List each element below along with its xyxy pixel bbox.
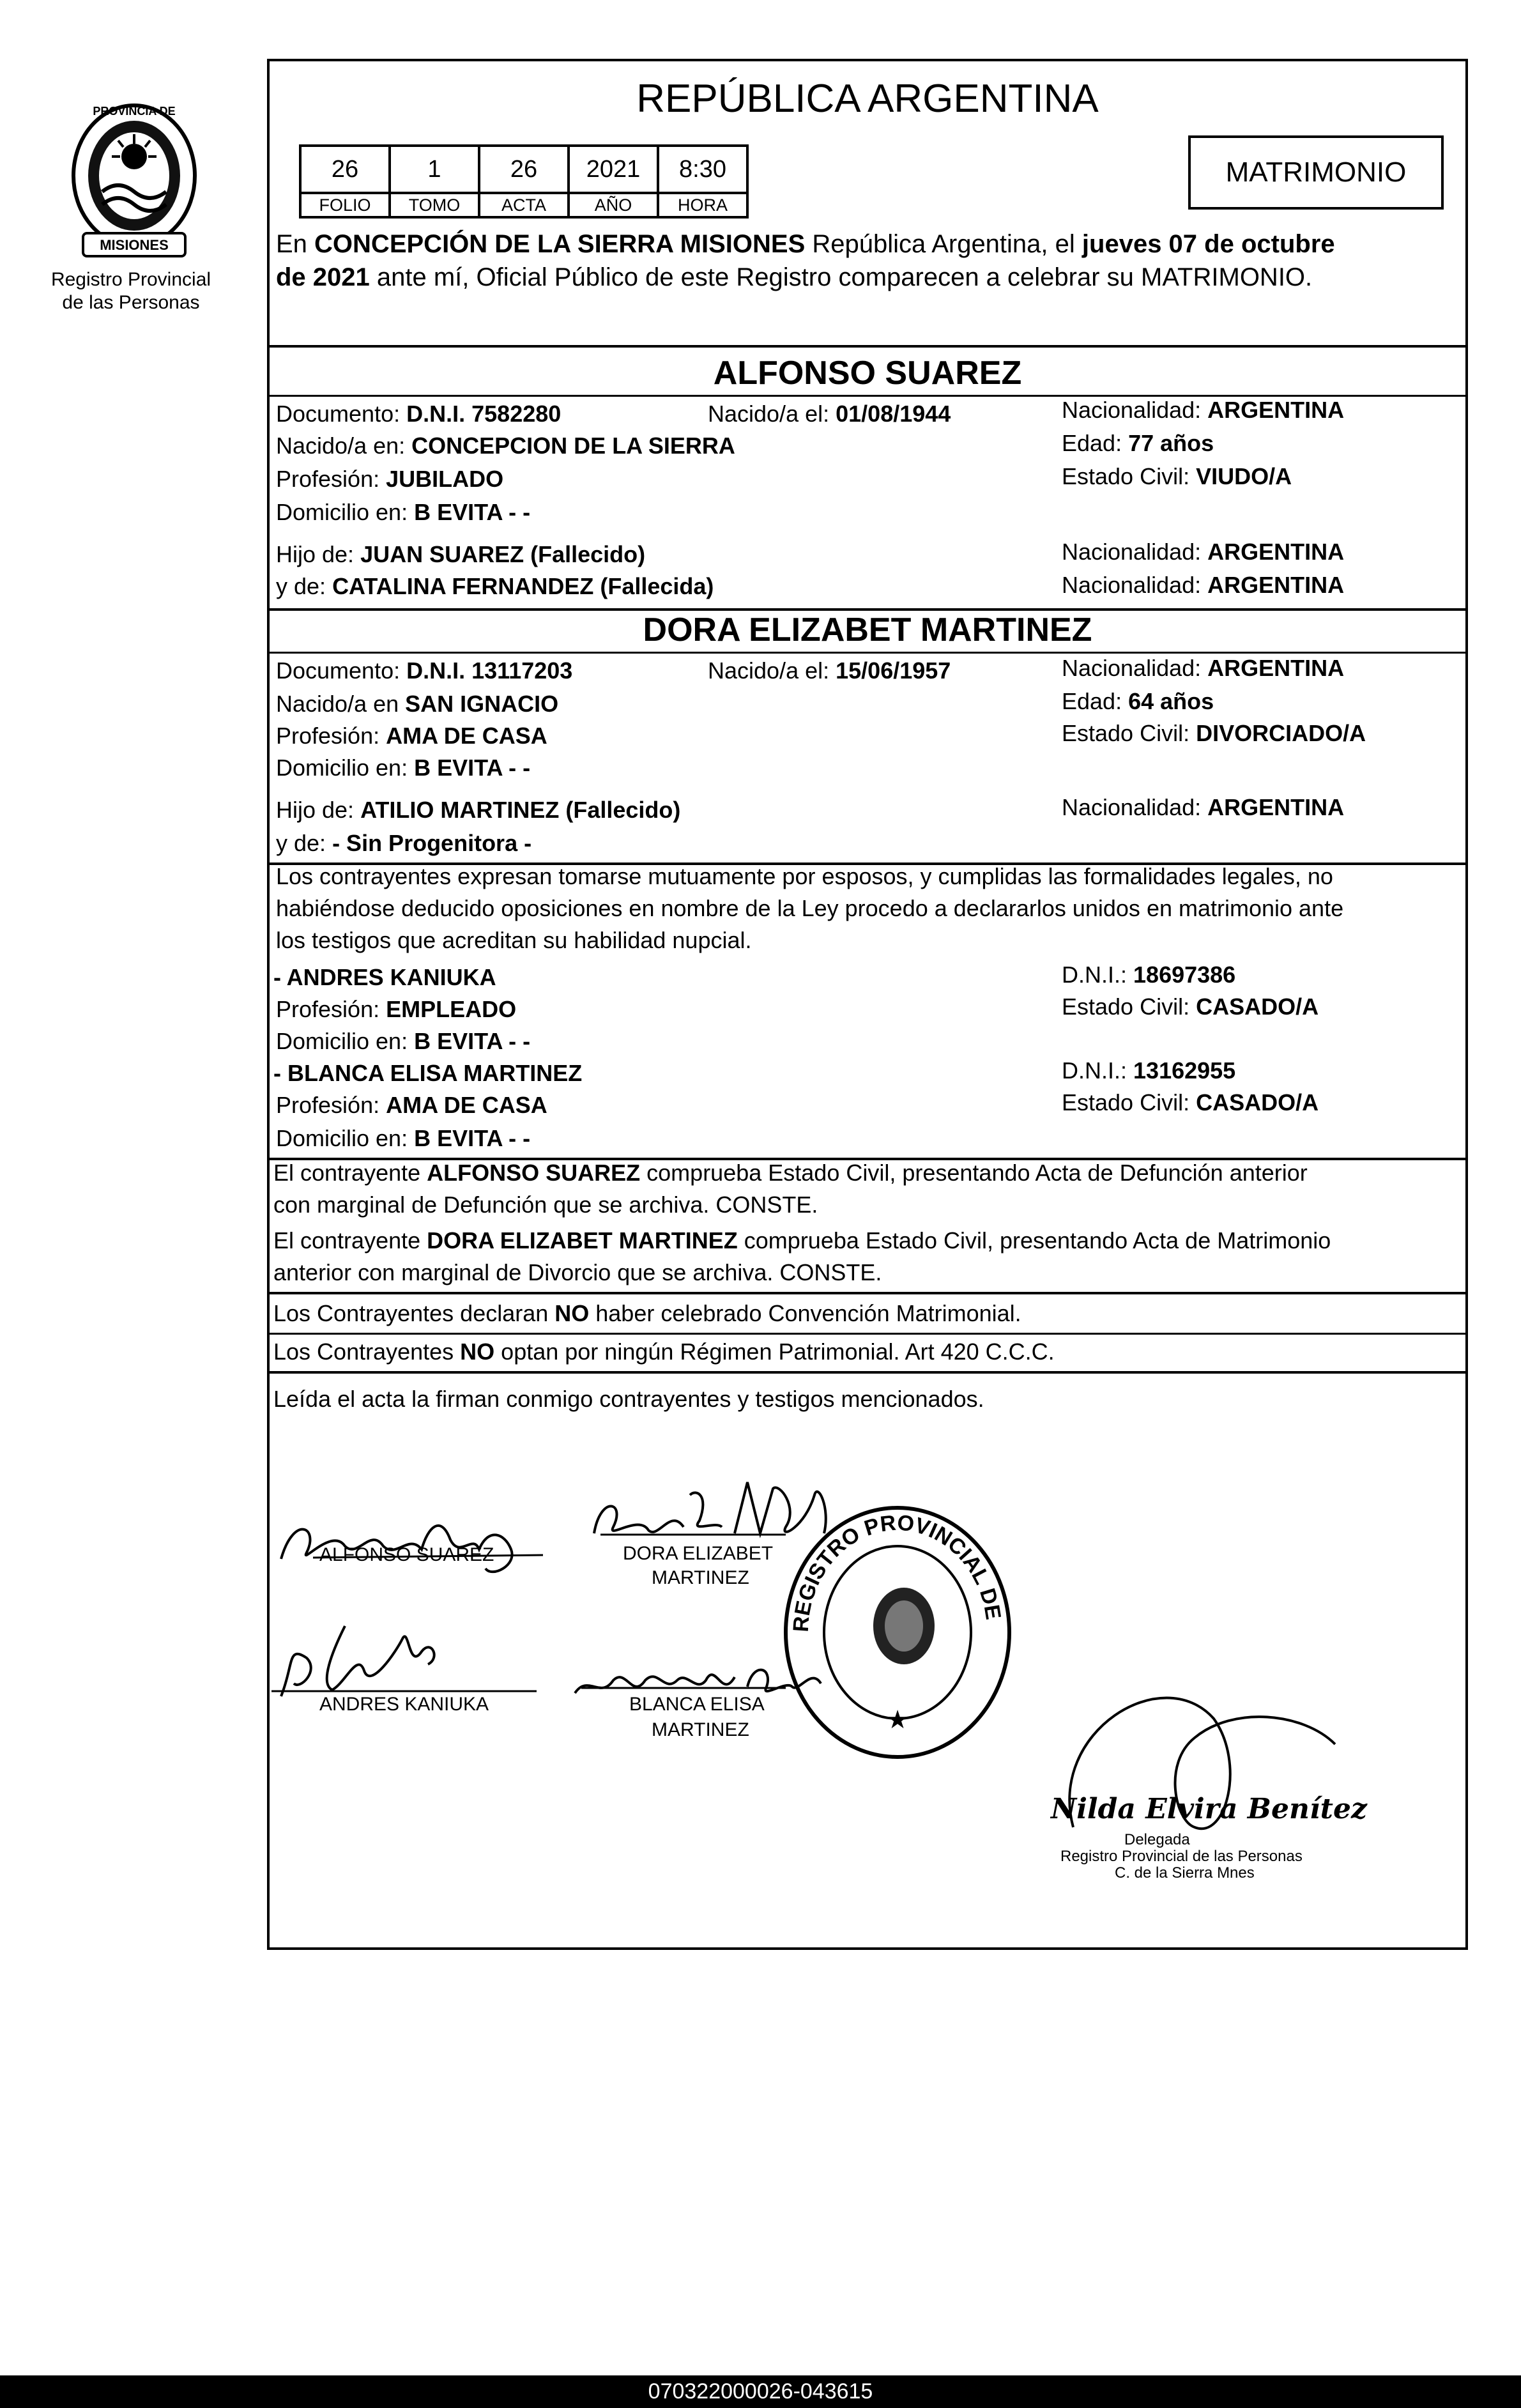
tomo-value: 1: [390, 146, 479, 193]
text: Los Contrayentes declaran: [273, 1300, 555, 1326]
groom-mother-nationality: [1062, 571, 1344, 599]
text: haber celebrado Convención Matrimonial.: [589, 1300, 1021, 1326]
groom-civil-status: [1062, 463, 1292, 491]
value: ARGENTINA: [1207, 655, 1345, 681]
folio-value: 26: [300, 146, 390, 193]
label: Nacionalidad:: [1062, 397, 1202, 423]
witness-1-civil-status: [1062, 993, 1318, 1021]
label: Domicilio en:: [276, 1125, 408, 1151]
text: NO: [554, 1300, 590, 1326]
groom-age: [1062, 429, 1214, 457]
groom-mother: [276, 572, 714, 601]
label: Nacido/a en: [276, 691, 399, 717]
label: Nacionalidad:: [1062, 572, 1202, 598]
declaration-line-2: habiéndose deducido oposiciones en nombre de la Ley procedo a declararlos unidos en matrimonio ante: [276, 895, 1344, 921]
witness-2-profession: [276, 1091, 547, 1119]
bride-dni: D.N.I. 13117203: [406, 657, 573, 684]
value: CASADO/A: [1196, 1089, 1319, 1116]
delegate-title-2: Registro Provincial de las Personas: [1060, 1848, 1303, 1865]
text: NO: [460, 1338, 495, 1365]
groom-address: [276, 498, 530, 526]
groom-birthdate: [708, 400, 951, 428]
label: Nacionalidad:: [1062, 539, 1202, 565]
value: B EVITA - -: [414, 1028, 531, 1054]
divider: [267, 1371, 1468, 1374]
groom-name-heading: ALFONSO SUAREZ: [713, 355, 1022, 392]
intro-text-3: ante mí, Oficial Público de este Registro comparecen a celebrar su MATRIMONIO.: [369, 263, 1313, 291]
bride-father-nationality: [1062, 794, 1344, 822]
divider: [267, 652, 1468, 654]
divider: [267, 345, 1468, 348]
signature-label-bride-2: MARTINEZ: [652, 1567, 749, 1588]
text: Los Contrayentes: [273, 1338, 461, 1365]
delegate-name: Nilda Elvira Benítez: [1051, 1793, 1367, 1825]
witness-1-profession: [276, 995, 516, 1024]
value: B EVITA - -: [414, 755, 531, 781]
value: VIUDO/A: [1196, 463, 1292, 489]
name: ALFONSO SUAREZ: [427, 1160, 641, 1186]
text: optan por ningún Régimen Patrimonial. Art 420 C.C.C.: [494, 1338, 1055, 1365]
value: 15/06/1957: [836, 657, 951, 684]
label: Edad:: [1062, 430, 1122, 456]
signature-label-witness-1: ANDRES KANIUKA: [319, 1694, 489, 1715]
value: B EVITA - -: [414, 499, 531, 525]
label: Domicilio en:: [276, 1028, 408, 1054]
label: y de:: [276, 830, 326, 856]
label: Estado Civil:: [1062, 1089, 1190, 1116]
value: AMA DE CASA: [386, 723, 547, 749]
bride-nationality: [1062, 654, 1344, 682]
value: - Sin Progenitora -: [332, 830, 532, 856]
witness-2-name: - BLANCA ELISA MARTINEZ: [273, 1060, 583, 1086]
bride-age: [1062, 687, 1214, 716]
groom-father-nationality: [1062, 538, 1344, 566]
hora-value: 8:30: [658, 146, 747, 193]
acta-label: ACTA: [479, 193, 569, 217]
svg-text:MISIONES: MISIONES: [100, 237, 169, 253]
value: CONCEPCION DE LA SIERRA: [411, 433, 735, 459]
label: Documento:: [276, 401, 401, 427]
registry-seal-stamp: [776, 1498, 1019, 1770]
tomo-label: TOMO: [390, 193, 479, 217]
status-note-1-line-1: [273, 1159, 1308, 1187]
witness-1-address: [276, 1027, 530, 1055]
bride-name-heading: DORA ELIZABET MARTINEZ: [643, 611, 1092, 648]
bride-mother: [276, 829, 531, 857]
intro-place: CONCEPCIÓN DE LA SIERRA MISIONES: [314, 230, 806, 258]
svg-text:REGISTRO PROVINCIAL DE LAS PER: REGISTRO PROVINCIAL DE: [788, 1510, 1005, 1633]
witness-2-civil-status: [1062, 1089, 1318, 1117]
label: Nacido/a el:: [708, 401, 830, 427]
registry-table: [299, 144, 749, 219]
delegate-title-3: C. de la Sierra Mnes: [1115, 1864, 1255, 1882]
svg-text:PROVINCIA DE: PROVINCIA DE: [93, 105, 176, 118]
document-id-footer: 070322000026-043615: [0, 2375, 1521, 2408]
label: Estado Civil:: [1062, 463, 1190, 489]
record-type-box: MATRIMONIO: [1188, 135, 1444, 210]
label: Hijo de:: [276, 797, 355, 823]
status-note-2-line-1: [273, 1227, 1331, 1255]
divider: [267, 1292, 1468, 1294]
value: JUBILADO: [386, 466, 504, 492]
label: Nacionalidad:: [1062, 655, 1202, 681]
intro-text-1: En: [276, 230, 315, 258]
groom-profession: [276, 465, 503, 493]
text: El contrayente: [273, 1160, 427, 1186]
label: Profesión:: [276, 466, 380, 492]
value: CASADO/A: [1196, 993, 1319, 1020]
value: 01/08/1944: [836, 401, 951, 427]
value: DIVORCIADO/A: [1196, 720, 1366, 746]
label: y de:: [276, 573, 326, 599]
delegate-title-1: Delegada: [1124, 1831, 1190, 1848]
intro-year: de 2021: [276, 263, 370, 291]
witness-1-dni: [1062, 961, 1235, 989]
label: Documento:: [276, 657, 401, 684]
witness-2-dni: [1062, 1057, 1235, 1085]
acta-value: 26: [479, 146, 569, 193]
bride-birthplace: [276, 690, 558, 718]
divider: [267, 1333, 1468, 1335]
declaration-line-3: los testigos que acreditan su habilidad nupcial.: [276, 927, 752, 953]
label: Nacionalidad:: [1062, 794, 1202, 820]
value: EMPLEADO: [386, 996, 517, 1022]
status-note-1-line-2: con marginal de Defunción que se archiva. CONSTE.: [273, 1192, 818, 1218]
label: Domicilio en:: [276, 755, 408, 781]
value: 77 años: [1128, 430, 1214, 456]
value: SAN IGNACIO: [405, 691, 559, 717]
regime-line-2: [273, 1338, 1055, 1366]
value: 18697386: [1133, 962, 1236, 988]
intro-paragraph: [276, 227, 1464, 294]
label: Nacido/a en:: [276, 433, 406, 459]
value: 13162955: [1133, 1057, 1236, 1084]
label: Nacido/a el:: [708, 657, 830, 684]
status-note-2-line-2: anterior con marginal de Divorcio que se archiva. CONSTE.: [273, 1259, 882, 1285]
label: Profesión:: [276, 996, 380, 1022]
label: Profesión:: [276, 723, 380, 749]
label: Estado Civil:: [1062, 720, 1190, 746]
signature-label-groom: ALFONSO SUAREZ: [319, 1544, 494, 1565]
text: comprueba Estado Civil, presentando Acta de Defunción anterior: [640, 1160, 1308, 1186]
svg-text:★: ★: [886, 1706, 909, 1734]
label: D.N.I.:: [1062, 962, 1127, 988]
page-title: REPÚBLICA ARGENTINA: [636, 77, 1099, 121]
intro-text-2: República Argentina, el: [805, 230, 1082, 258]
bride-father: [276, 796, 680, 824]
logo-caption-line2: de las Personas: [62, 292, 200, 313]
value: ATILIO MARTINEZ (Fallecido): [360, 797, 681, 823]
value: CATALINA FERNANDEZ (Fallecida): [332, 573, 714, 599]
text: El contrayente: [273, 1227, 427, 1254]
bride-address: [276, 754, 530, 782]
value: ARGENTINA: [1207, 539, 1345, 565]
signature-label-bride-1: DORA ELIZABET: [623, 1543, 774, 1564]
value: ARGENTINA: [1207, 397, 1345, 423]
label: Edad:: [1062, 688, 1122, 714]
value: JUAN SUAREZ (Fallecido): [360, 541, 646, 567]
value: ARGENTINA: [1207, 794, 1345, 820]
bride-document: [276, 657, 572, 685]
groom-nationality: [1062, 396, 1344, 424]
groom-document: [276, 400, 561, 428]
value: 64 años: [1128, 688, 1214, 714]
groom-father: [276, 541, 645, 569]
text: comprueba Estado Civil, presentando Acta de Matrimonio: [737, 1227, 1331, 1254]
label: Domicilio en:: [276, 499, 408, 525]
intro-date: jueves 07 de octubre: [1082, 230, 1335, 258]
witness-2-address: [276, 1124, 530, 1153]
regime-line-1: [273, 1300, 1021, 1328]
label: D.N.I.:: [1062, 1057, 1127, 1084]
declaration-line-1: Los contrayentes expresan tomarse mutuamente por esposos, y cumplidas las formalidades legales, no: [276, 863, 1333, 889]
closing-statement: Leída el acta la firman conmigo contrayentes y testigos mencionados.: [273, 1386, 984, 1412]
value: B EVITA - -: [414, 1125, 531, 1151]
bride-profession: [276, 722, 547, 750]
value: AMA DE CASA: [386, 1092, 547, 1118]
logo-caption-line1: Registro Provincial: [50, 269, 211, 290]
anio-value: 2021: [569, 146, 658, 193]
value: ARGENTINA: [1207, 572, 1345, 598]
folio-label: FOLIO: [300, 193, 390, 217]
witness-1-name: - ANDRES KANIUKA: [273, 964, 496, 990]
label: Hijo de:: [276, 541, 355, 567]
name: DORA ELIZABET MARTINEZ: [427, 1227, 738, 1254]
bride-civil-status: [1062, 719, 1366, 748]
signature-label-witness-2-1: BLANCA ELISA: [629, 1694, 765, 1715]
signature-label-witness-2-2: MARTINEZ: [652, 1719, 749, 1740]
groom-birthplace: [276, 432, 735, 460]
misiones-coat-of-arms-logo: [57, 96, 211, 268]
anio-label: AÑO: [569, 193, 658, 217]
groom-dni: D.N.I. 7582280: [406, 401, 562, 427]
signature-alfonso-suarez: [275, 1489, 569, 1581]
hora-label: HORA: [658, 193, 747, 217]
label: Estado Civil:: [1062, 993, 1190, 1020]
label: Profesión:: [276, 1092, 380, 1118]
bride-birthdate: [708, 657, 951, 685]
